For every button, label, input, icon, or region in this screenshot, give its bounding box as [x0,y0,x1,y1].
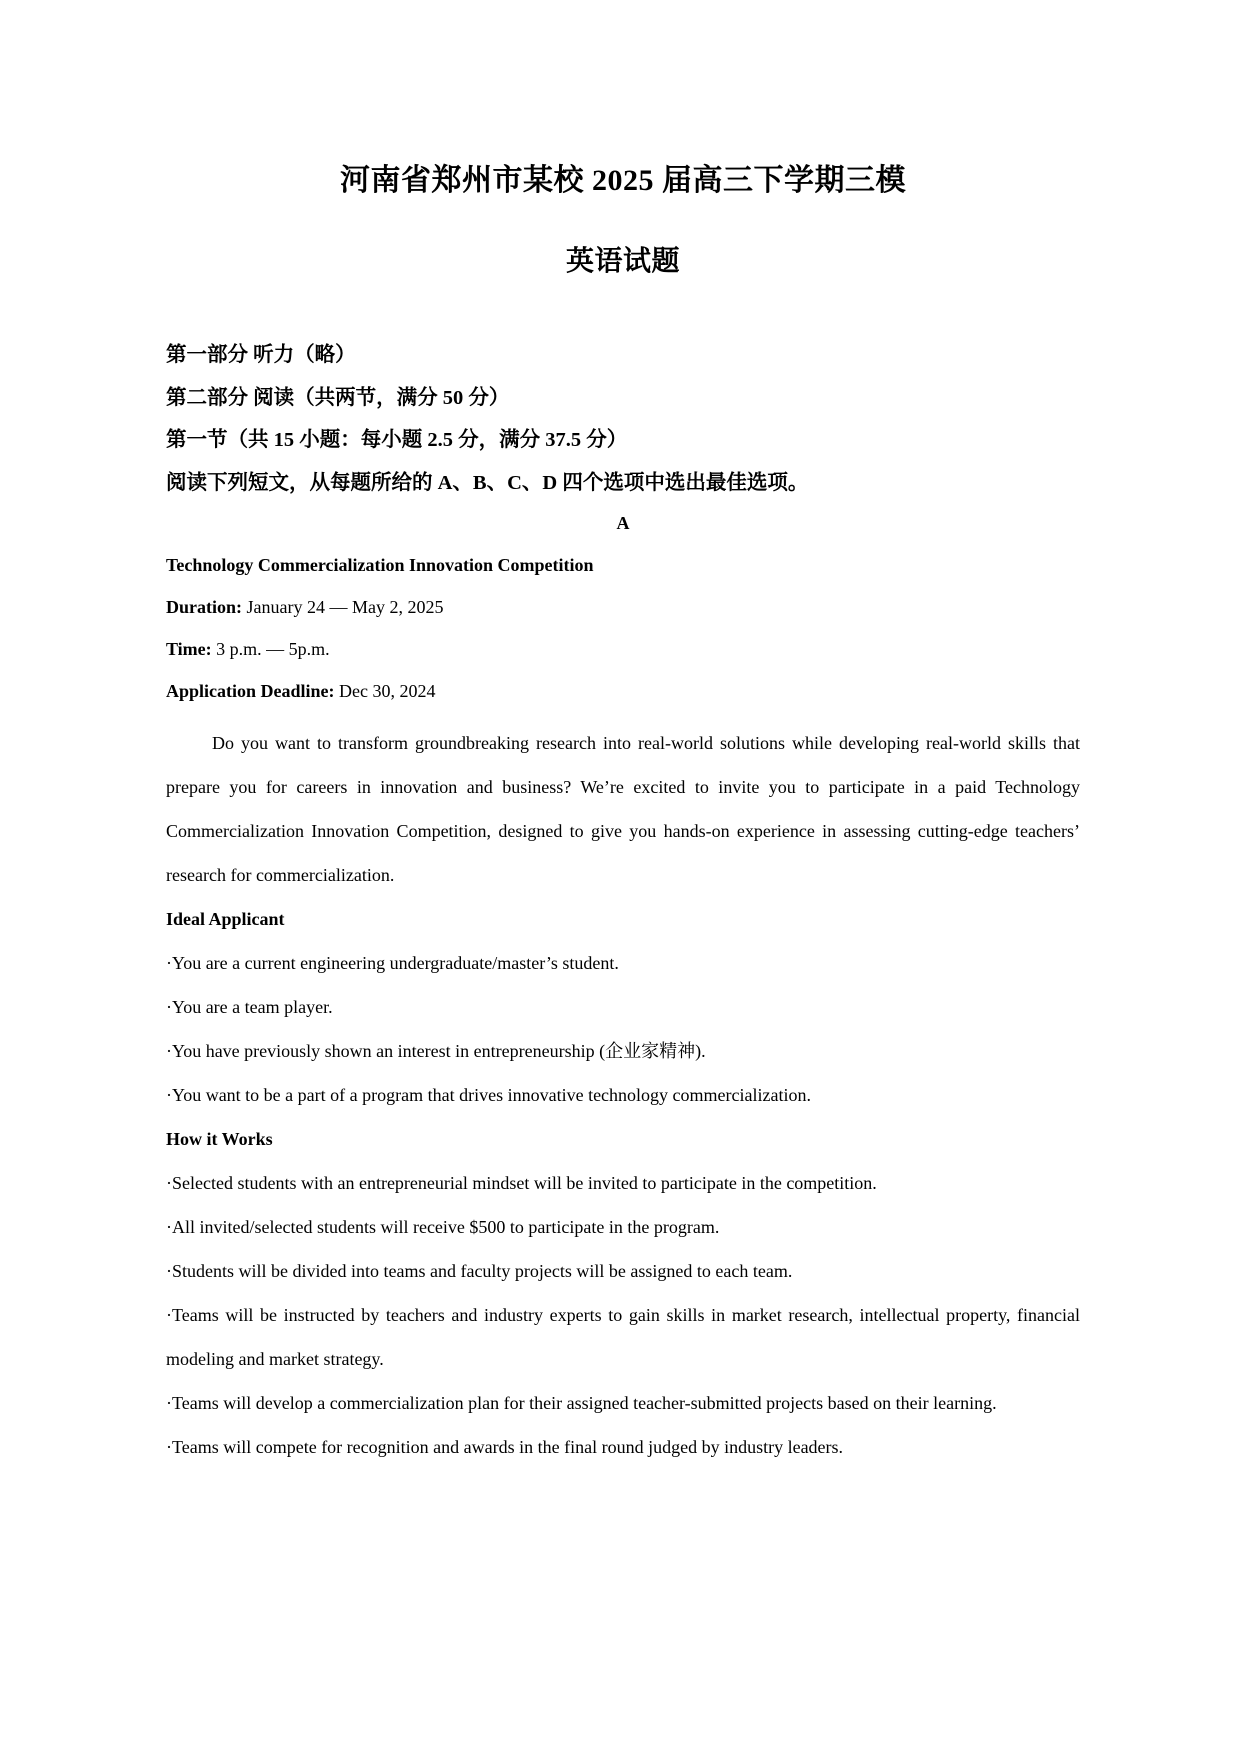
meta-time-label: Time: [166,638,212,659]
spacer [166,366,1080,388]
spacer [166,658,1080,682]
passage-heading: Technology Commercialization Innovation Competition [166,554,594,575]
meta-time-value: 3 p.m. — 5p.m. [211,638,330,659]
meta-time [166,640,1080,658]
list-item: ·Teams will develop a commercialization plan for their assigned teacher-submitted projects based on their learning. [166,1392,997,1413]
page-title: 河南省郑州市某校 2025 届高三下学期三模 [340,164,906,197]
list-item: ·You are a team player. [166,996,333,1017]
section-one-header: 第一节（共 15 小题：每小题 2.5 分，满分 37.5 分） [166,429,628,452]
how-it-works-heading: How it Works [166,1128,273,1149]
spacer [166,451,1080,473]
spacer [166,616,1080,640]
reading-instruction: 阅读下列短文，从每题所给的 A、B、C、D 四个选项中选出最佳选项。 [166,471,809,494]
list-item: ·Teams will be instructed by teachers and industry experts to gain skills in market research, intellectual property, financial modeling and market strategy. [166,1304,1080,1369]
spacer [166,535,1080,556]
passage-letter-a: A [616,513,630,534]
section-part-one: 第一部分 听力（略） [166,344,356,367]
list-item: ·Selected students with an entrepreneurial mindset will be invited to participate in the competition. [166,1172,877,1193]
spacer [166,281,1080,305]
list-item: ·You want to be a part of a program that drives innovative technology commercialization. [166,1084,811,1105]
list-item: ·Students will be divided into teams and faculty projects will be assigned to each team. [166,1260,793,1281]
meta-deadline [166,682,1080,700]
spacer [166,408,1080,430]
list-item: ·All invited/selected students will receive $500 to participate in the program. [166,1216,720,1237]
meta-deadline-value: Dec 30, 2024 [334,680,436,701]
meta-duration [166,598,1080,616]
meta-deadline-label: Application Deadline: [166,680,335,701]
list-item: ·Teams will compete for recognition and awards in the final round judged by industry leaders. [166,1436,844,1457]
list-item: ·You are a current engineering undergraduate/master’s student. [166,952,619,973]
meta-duration-value: January 24 — May 2, 2025 [242,596,444,617]
page-subtitle: 英语试题 [565,246,680,277]
list-item: ·You have previously shown an interest in entrepreneurship (企业家精神). [166,1040,706,1061]
section-part-two: 第二部分 阅读（共两节，满分 50 分） [166,386,510,409]
meta-duration-label: Duration: [166,596,242,617]
ideal-applicant-heading: Ideal Applicant [166,908,285,929]
spacer [166,574,1080,598]
spacer [166,700,1080,721]
passage-intro-paragraph: Do you want to transform groundbreaking research into real-world solutions while developing real-world skills that prepare you for careers in innovation and business? We’re excited to invite you to participate in a paid Technology Commercialization Innovation Competition, designed to give you hands-on experience in assessing cutting-edge teachers’ research for commercialization. [166,732,1080,885]
